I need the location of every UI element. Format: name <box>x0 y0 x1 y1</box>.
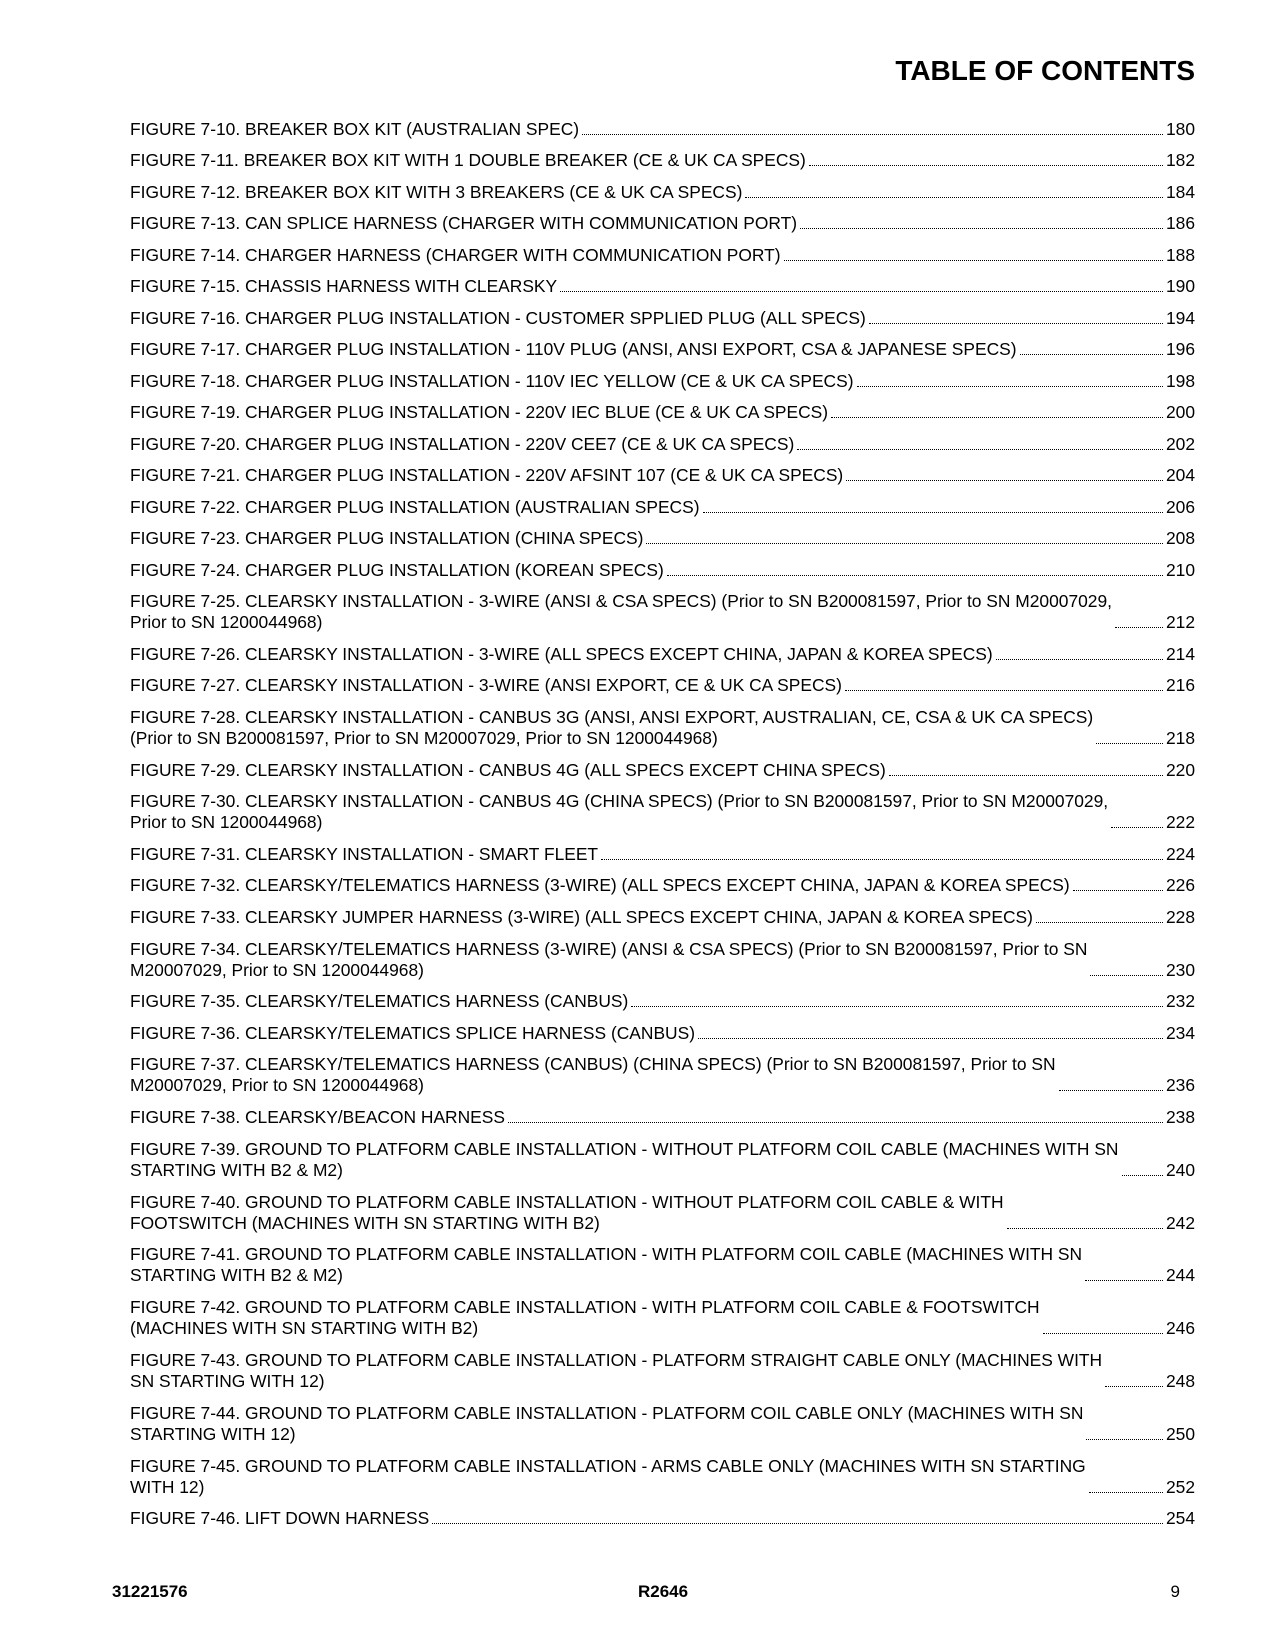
dot-leader <box>1115 627 1163 628</box>
toc-entry-title <box>130 844 598 865</box>
dot-leader <box>1073 890 1163 891</box>
toc-entry-title <box>130 497 700 518</box>
dot-leader <box>869 323 1163 324</box>
dot-leader <box>432 1523 1163 1524</box>
toc-entry-title-text: FIGURE 7-22. CHARGER PLUG INSTALLATION (AUSTRALIAN SPECS) <box>130 496 700 517</box>
dot-leader <box>1105 1386 1163 1387</box>
toc-entry-title <box>130 991 628 1012</box>
toc-entry[interactable] <box>130 266 1195 298</box>
toc-entry[interactable] <box>130 1392 1195 1445</box>
toc-entry-page: 254 <box>1165 1508 1195 1529</box>
toc-entry[interactable] <box>130 329 1195 361</box>
dot-leader <box>857 386 1163 387</box>
toc-entry-title-text: WITH 12) <box>130 1476 205 1497</box>
toc-entry-title-text: FIGURE 7-35. CLEARSKY/TELEMATICS HARNESS (CANBUS) <box>130 991 629 1012</box>
dot-leader <box>1059 1090 1163 1091</box>
toc-entry-title <box>130 308 866 329</box>
toc-entry-page: 196 <box>1165 339 1195 359</box>
dot-leader <box>1086 1439 1163 1440</box>
dot-leader <box>889 775 1163 776</box>
toc-entry-title-line1: FIGURE 7-42. GROUND TO PLATFORM CABLE INSTALLATION - WITH PLATFORM COIL CABLE & FOOTSWITCH <box>130 1297 1040 1318</box>
toc-entry-title-text: M20007029, Prior to SN 1200044968) <box>130 1075 424 1096</box>
dot-leader <box>1020 354 1163 355</box>
dot-leader <box>1111 827 1163 828</box>
toc-entry-title <box>130 791 1108 833</box>
dot-leader <box>1036 922 1163 923</box>
footer-page-number: 9 <box>1170 1582 1180 1601</box>
toc-entry[interactable] <box>130 1339 1195 1392</box>
toc-entry-title <box>130 1054 1056 1096</box>
toc-entry-title <box>130 1508 429 1529</box>
toc-entry-title <box>130 528 643 549</box>
toc-entry-title-text: Prior to SN 1200044968) <box>130 612 323 633</box>
toc-entry-page: 238 <box>1165 1106 1195 1127</box>
toc-entry-title <box>130 675 842 696</box>
toc-entry-title-text: (Prior to SN B200081597, Prior to SN M20007029, Prior to SN 1200044968) <box>130 728 718 749</box>
toc-entry-page: 242 <box>1165 1212 1195 1233</box>
dot-leader <box>831 417 1163 418</box>
toc-entry-title-text: FIGURE 7-31. CLEARSKY INSTALLATION - SMART FLEET <box>130 843 599 864</box>
toc-entry-page: 212 <box>1165 612 1195 633</box>
toc-entry-page: 244 <box>1165 1265 1195 1286</box>
toc-entry-title-text: FIGURE 7-32. CLEARSKY/TELEMATICS HARNESS (3-WIRE) (ALL SPECS EXCEPT CHINA, JAPAN & KOREA SPECS) <box>130 875 1070 896</box>
dot-leader <box>1085 1280 1163 1281</box>
toc-entry-title <box>130 907 1033 928</box>
footer-revision: R2646 <box>638 1582 689 1601</box>
toc-entry[interactable] <box>130 1012 1195 1044</box>
toc-entry[interactable] <box>130 203 1195 235</box>
toc-entry-title-text: FIGURE 7-27. CLEARSKY INSTALLATION - 3-WIRE (ANSI EXPORT, CE & UK CA SPECS) <box>130 675 842 696</box>
toc-entry-title <box>130 1023 695 1044</box>
dot-leader <box>784 260 1163 261</box>
toc-entry-page: 214 <box>1165 643 1195 664</box>
toc-entry-page: 204 <box>1165 465 1195 485</box>
toc-entry-title-line1: FIGURE 7-34. CLEARSKY/TELEMATICS HARNESS (3-WIRE) (ANSI & CSA SPECS) (Prior to SN B200081597, Prior to SN <box>130 938 1088 959</box>
toc-entry[interactable] <box>130 781 1195 834</box>
toc-entry-title <box>130 276 557 297</box>
toc-entry[interactable] <box>130 1128 1195 1181</box>
toc-entry[interactable] <box>130 455 1195 487</box>
toc-entry-title-line1: FIGURE 7-39. GROUND TO PLATFORM CABLE INSTALLATION - WITHOUT PLATFORM COIL CABLE (MACHINES WITH SN <box>130 1138 1119 1159</box>
toc-entry-page: 224 <box>1165 843 1195 864</box>
toc-entry-title <box>130 644 993 665</box>
toc-entry-title <box>130 371 854 392</box>
toc-entry[interactable] <box>130 297 1195 329</box>
toc-entry-title-line1: FIGURE 7-40. GROUND TO PLATFORM CABLE INSTALLATION - WITHOUT PLATFORM COIL CABLE & WITH <box>130 1191 1004 1212</box>
dot-leader <box>560 291 1163 292</box>
toc-entry[interactable] <box>130 360 1195 392</box>
toc-entry-title <box>130 591 1112 633</box>
toc-entry-title <box>130 939 1087 981</box>
toc-entry-title <box>130 1244 1082 1286</box>
toc-entry-title-line1: FIGURE 7-43. GROUND TO PLATFORM CABLE INSTALLATION - PLATFORM STRAIGHT CABLE ONLY (MACHINES WITH <box>130 1349 1103 1370</box>
toc-entry-page: 252 <box>1165 1476 1195 1497</box>
toc-entry-title-text: FIGURE 7-17. CHARGER PLUG INSTALLATION - 110V PLUG (ANSI, ANSI EXPORT, CSA & JAPANESE SPECS) <box>130 339 1017 359</box>
toc-entry-title-text: FIGURE 7-10. BREAKER BOX KIT (AUSTRALIAN SPEC) <box>130 118 580 139</box>
toc-entry-title-line1: FIGURE 7-37. CLEARSKY/TELEMATICS HARNESS (CANBUS) (CHINA SPECS) (Prior to SN B200081597, Prior to SN <box>130 1054 1056 1075</box>
toc-entry-page: 248 <box>1165 1370 1195 1391</box>
toc-entry-title <box>130 402 828 423</box>
toc-entry-title-line1: FIGURE 7-30. CLEARSKY INSTALLATION - CANBUS 4G (CHINA SPECS) (Prior to SN B200081597, Prior to SN M20007029, <box>130 791 1109 812</box>
toc-entry-page: 182 <box>1165 150 1195 170</box>
toc-entry-page: 218 <box>1165 728 1195 749</box>
toc-entry-page: 226 <box>1165 875 1195 896</box>
toc-entry[interactable] <box>130 1044 1195 1097</box>
toc-entry-title-text: FIGURE 7-12. BREAKER BOX KIT WITH 3 BREAKERS (CE & UK CA SPECS) <box>130 181 743 202</box>
dot-leader <box>1122 1175 1163 1176</box>
toc-entry-title <box>130 707 1093 749</box>
toc-entry[interactable] <box>130 981 1195 1013</box>
toc-entry-page: 200 <box>1165 402 1195 422</box>
toc-entry-title-line1: FIGURE 7-45. GROUND TO PLATFORM CABLE INSTALLATION - ARMS CABLE ONLY (MACHINES WITH SN STARTING <box>130 1455 1086 1476</box>
toc-entry-title-text: FIGURE 7-23. CHARGER PLUG INSTALLATION (CHINA SPECS) <box>130 528 644 548</box>
toc-entry-title <box>130 560 664 581</box>
toc-entry-title-text: FIGURE 7-36. CLEARSKY/TELEMATICS SPLICE HARNESS (CANBUS) <box>130 1022 696 1043</box>
dot-leader <box>1090 975 1163 976</box>
toc-entry-page: 210 <box>1165 559 1195 580</box>
toc-entry[interactable] <box>130 581 1195 634</box>
toc-entry-title-text: FIGURE 7-26. CLEARSKY INSTALLATION - 3-WIRE (ALL SPECS EXCEPT CHINA, JAPAN & KOREA SPECS) <box>130 643 993 664</box>
toc-entry-title-text: Prior to SN 1200044968) <box>130 812 323 833</box>
toc-entry[interactable] <box>130 1234 1195 1287</box>
toc-entry[interactable] <box>130 633 1195 665</box>
toc-entry-title-line1: FIGURE 7-25. CLEARSKY INSTALLATION - 3-WIRE (ANSI & CSA SPECS) (Prior to SN B200081597, Prior to SN M20007029, <box>130 591 1112 612</box>
dot-leader <box>846 480 1163 481</box>
toc-entry[interactable] <box>130 665 1195 697</box>
toc-entry[interactable] <box>130 486 1195 518</box>
toc-entry-title <box>130 1403 1083 1445</box>
dot-leader <box>797 449 1163 450</box>
toc-entry-title-text: STARTING WITH 12) <box>130 1423 296 1444</box>
toc-entry[interactable] <box>130 423 1195 455</box>
toc-entry-title <box>130 465 843 486</box>
toc-entry-title-text: (MACHINES WITH SN STARTING WITH B2) <box>130 1318 479 1339</box>
toc-entry-page: 220 <box>1165 759 1195 780</box>
toc-entry-title <box>130 119 579 140</box>
toc-entry-page: 198 <box>1165 370 1195 391</box>
toc-entry[interactable] <box>130 896 1195 928</box>
toc-entry-page: 194 <box>1165 307 1195 328</box>
toc-entry-page: 190 <box>1165 276 1195 296</box>
toc-entry-title-text: STARTING WITH B2 & M2) <box>130 1159 343 1180</box>
toc-entry-title <box>130 150 806 171</box>
toc-entry-page: 232 <box>1165 991 1195 1012</box>
dot-leader <box>631 1006 1163 1007</box>
toc-entry-title-text: FOOTSWITCH (MACHINES WITH SN STARTING WITH B2) <box>130 1212 600 1233</box>
page-title: TABLE OF CONTENTS <box>895 55 1195 86</box>
toc-entry-title-text: FIGURE 7-24. CHARGER PLUG INSTALLATION (KOREAN SPECS) <box>130 559 664 580</box>
toc-entry-page: 234 <box>1165 1022 1195 1043</box>
toc-entry-page: 228 <box>1165 906 1195 927</box>
toc-entry[interactable] <box>130 518 1195 550</box>
toc-entry-title <box>130 875 1070 896</box>
toc-entry-title-text: FIGURE 7-33. CLEARSKY JUMPER HARNESS (3-WIRE) (ALL SPECS EXCEPT CHINA, JAPAN & KOREA SPECS) <box>130 906 1033 927</box>
toc-entry[interactable] <box>130 1498 1195 1530</box>
toc-entry[interactable] <box>130 549 1195 581</box>
toc-entry-title <box>130 245 781 266</box>
toc-entry-page: 250 <box>1165 1423 1195 1444</box>
toc-entry-title <box>130 213 797 234</box>
toc-entry[interactable] <box>130 171 1195 203</box>
toc-entry-page: 222 <box>1165 812 1195 833</box>
toc-entry-title-text: FIGURE 7-14. CHARGER HARNESS (CHARGER WITH COMMUNICATION PORT) <box>130 244 781 265</box>
toc-entry-title <box>130 1456 1086 1498</box>
dot-leader <box>1096 743 1163 744</box>
toc-entry-page: 180 <box>1165 118 1195 139</box>
toc-entry-page: 216 <box>1165 675 1195 696</box>
dot-leader <box>996 659 1163 660</box>
toc-entry-title <box>130 1297 1040 1339</box>
dot-leader <box>745 197 1163 198</box>
dot-leader <box>800 228 1163 229</box>
dot-leader <box>667 575 1163 576</box>
toc-entry-title-text: FIGURE 7-13. CAN SPLICE HARNESS (CHARGER WITH COMMUNICATION PORT) <box>130 213 798 233</box>
toc-entry-title-text: FIGURE 7-19. CHARGER PLUG INSTALLATION - 220V IEC BLUE (CE & UK CA SPECS) <box>130 402 829 422</box>
toc-entry-title <box>130 1107 505 1128</box>
toc-entry[interactable] <box>130 1445 1195 1498</box>
toc-entry-title-text: FIGURE 7-18. CHARGER PLUG INSTALLATION - 110V IEC YELLOW (CE & UK CA SPECS) <box>130 370 854 391</box>
table-of-contents <box>130 108 1195 1529</box>
toc-entry-page: 186 <box>1165 213 1195 233</box>
toc-entry[interactable] <box>130 140 1195 172</box>
toc-entry[interactable] <box>130 392 1195 424</box>
toc-entry-page: 206 <box>1165 496 1195 517</box>
toc-entry-page: 236 <box>1165 1075 1195 1096</box>
dot-leader <box>646 543 1163 544</box>
toc-entry[interactable] <box>130 928 1195 981</box>
toc-entry-page: 240 <box>1165 1159 1195 1180</box>
toc-entry-title-text: FIGURE 7-15. CHASSIS HARNESS WITH CLEARSKY <box>130 276 558 296</box>
toc-entry-page: 184 <box>1165 181 1195 202</box>
toc-entry-title <box>130 1192 1004 1234</box>
toc-entry-title-text: FIGURE 7-29. CLEARSKY INSTALLATION - CANBUS 4G (ALL SPECS EXCEPT CHINA SPECS) <box>130 759 886 780</box>
toc-entry[interactable] <box>130 1181 1195 1234</box>
toc-entry-title <box>130 760 886 781</box>
dot-leader <box>809 165 1163 166</box>
toc-entry-title-text: STARTING WITH B2 & M2) <box>130 1265 343 1286</box>
toc-entry[interactable] <box>130 108 1195 140</box>
toc-entry-title <box>130 434 794 455</box>
dot-leader <box>508 1122 1163 1123</box>
toc-entry-page: 188 <box>1165 244 1195 265</box>
dot-leader <box>845 690 1163 691</box>
toc-entry[interactable] <box>130 234 1195 266</box>
toc-entry[interactable] <box>130 1096 1195 1128</box>
dot-leader <box>1007 1228 1163 1229</box>
toc-entry-title-text: FIGURE 7-21. CHARGER PLUG INSTALLATION - 220V AFSINT 107 (CE & UK CA SPECS) <box>130 465 844 485</box>
toc-entry-title-line1: FIGURE 7-41. GROUND TO PLATFORM CABLE INSTALLATION - WITH PLATFORM COIL CABLE (MACHINES WITH SN <box>130 1244 1083 1265</box>
toc-entry-title <box>130 1139 1119 1181</box>
toc-entry[interactable] <box>130 865 1195 897</box>
toc-entry-title-text: FIGURE 7-11. BREAKER BOX KIT WITH 1 DOUBLE BREAKER (CE & UK CA SPECS) <box>130 150 806 170</box>
toc-entry-title <box>130 1350 1102 1392</box>
dot-leader <box>1043 1333 1163 1334</box>
toc-entry-title-text: M20007029, Prior to SN 1200044968) <box>130 959 424 980</box>
toc-entry-title <box>130 339 1017 360</box>
footer-doc-number: 31221576 <box>112 1582 188 1601</box>
toc-entry-title-line1: FIGURE 7-44. GROUND TO PLATFORM CABLE INSTALLATION - PLATFORM COIL CABLE ONLY (MACHINES WITH SN <box>130 1402 1084 1423</box>
toc-entry-page: 246 <box>1165 1318 1195 1339</box>
toc-entry-title-text: SN STARTING WITH 12) <box>130 1370 325 1391</box>
toc-entry-title-text: FIGURE 7-16. CHARGER PLUG INSTALLATION - CUSTOMER SPPLIED PLUG (ALL SPECS) <box>130 307 866 328</box>
toc-entry-page: 230 <box>1165 959 1195 980</box>
toc-entry-title-text: FIGURE 7-46. LIFT DOWN HARNESS <box>130 1508 430 1529</box>
toc-entry[interactable] <box>130 833 1195 865</box>
toc-entry-title <box>130 182 742 203</box>
dot-leader <box>601 859 1163 860</box>
dot-leader <box>698 1038 1163 1039</box>
toc-entry[interactable] <box>130 1286 1195 1339</box>
toc-entry[interactable] <box>130 696 1195 749</box>
toc-entry-title-line1: FIGURE 7-28. CLEARSKY INSTALLATION - CANBUS 3G (ANSI, ANSI EXPORT, AUSTRALIAN, CE, CSA & UK CA SPECS) <box>130 707 1094 728</box>
toc-entry-title-text: FIGURE 7-20. CHARGER PLUG INSTALLATION - 220V CEE7 (CE & UK CA SPECS) <box>130 433 795 454</box>
toc-entry-title-text: FIGURE 7-38. CLEARSKY/BEACON HARNESS <box>130 1106 505 1127</box>
toc-entry[interactable] <box>130 749 1195 781</box>
dot-leader <box>703 512 1163 513</box>
toc-entry-page: 208 <box>1165 528 1195 548</box>
dot-leader <box>582 134 1163 135</box>
dot-leader <box>1089 1492 1163 1493</box>
toc-entry-page: 202 <box>1165 433 1195 454</box>
